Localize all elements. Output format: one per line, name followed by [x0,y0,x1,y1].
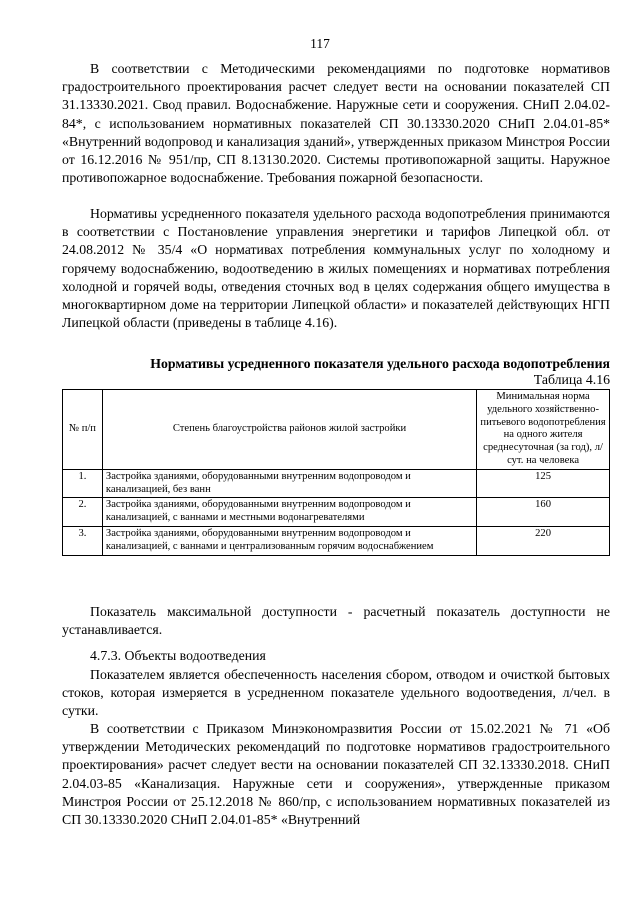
row-description: Застройка зданиями, оборудованными внутренним водопроводом и канализацией, с ваннами и местными водонагревателями [102,498,476,527]
row-value: 220 [477,526,610,555]
section-title: 4.7.3. Объекты водоотведения [90,648,266,663]
header-norm: Минимальная норма удельного хозяйственно-питьевого водопотребления на одного жителя среднесуточная (за год), л/сут. на человека [477,390,610,470]
row-description: Застройка зданиями, оборудованными внутренним водопроводом и канализацией, с ваннами и централизованным горячим водоснабжением [102,526,476,555]
header-number: № п/п [63,390,103,470]
paragraph-order: В соответствии с Приказом Минэкономразвития России от 15.02.2021 № 71 «Об утверждении Методических рекомендаций по подготовке нормативов градостроительного проектирования» расчет следует вести на основании показателей СП 32.13330.2018. СНиП 2.04.03-85 «Канализация. Наружные сети и сооружения», утвержденные приказом Минстроя России от 25.12.2018 № 860/пр, с использованием нормативных показателей из СП 30.13330.2020 СНиП 2.04.01-85* «Внутренний [62,721,610,828]
paragraph-availability: Показатель максимальной доступности - расчетный показатель доступности не устанавливается. [62,604,610,638]
row-number: 1. [63,469,103,498]
water-consumption-table [62,389,610,556]
row-number: 2. [63,498,103,527]
row-value: 125 [477,469,610,498]
row-description: Застройка зданиями, оборудованными внутренним водопроводом и канализацией, без ванн [102,469,476,498]
page-number: 117 [310,36,330,51]
paragraph-methodology: В соответствии с Методическими рекомендациями по подготовке нормативов градостроительного проектирования расчет следует вести на основании показателей СП 31.13330.2021. Свод правил. Водоснабжение. Наружные сети и сооружения. СНиП 2.04.02-84*, с использованием нормативных показателей СП 30.13330.2020 СНиП 2.04.01-85* «Внутренний водопровод и канализация зданий», утвержденных приказом Минстроя России от 16.12.2016 № 951/пр, СП 8.13130.2020. Системы противопожарной защиты. Наружное противопожарное водоснабжение. Требования пожарной безопасности. [62,61,610,186]
table-header-row [63,390,610,470]
paragraph-sewage: Показателем является обеспеченность населения сбором, отводом и очисткой бытовых стоков, которая измеряется в усредненном показателе удельного водоотведения, л/чел. в сутки. [62,667,610,719]
paragraph-norms: Нормативы усредненного показателя удельного расхода водопотребления принимаются в соответствии с Постановление управления энергетики и тарифов Липецкой обл. от 24.08.2012 № 35/4 «О нормативах потребления коммунальных услуг по холодному и горячему водоснабжению, водоотведению в жилых помещениях и нормативах потребления холодной и горячей воды, отведения сточных вод в целях содержания общего имущества в многоквартирном доме на территории Липецкой области» и показателей действующих НГП Липецкой области (приведены в таблице 4.16). [62,206,610,331]
row-number: 3. [63,526,103,555]
header-description: Степень благоустройства районов жилой застройки [102,390,476,470]
table-caption: Таблица 4.16 [533,372,610,387]
row-value: 160 [477,498,610,527]
table-row [63,469,610,498]
table-row [63,526,610,555]
table-heading: Нормативы усредненного показателя удельного расхода водопотребления [150,356,610,371]
table-row [63,498,610,527]
